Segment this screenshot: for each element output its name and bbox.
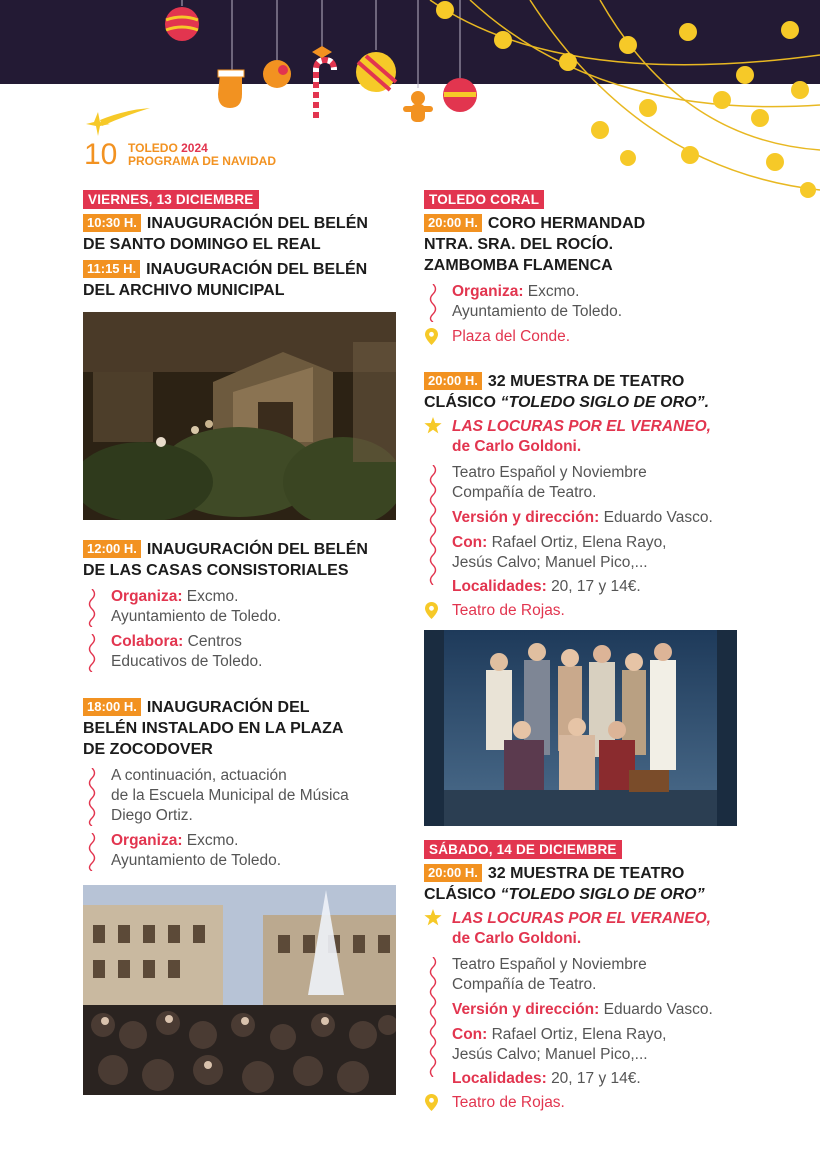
- event-time: 20:00 H.: [424, 214, 482, 232]
- venue-info: [424, 1093, 739, 1113]
- event-time: 11:15 H.: [83, 260, 140, 278]
- organizer-value-line: Ayuntamiento de Toledo.: [111, 608, 282, 625]
- company-line: Compañía de Teatro.: [452, 484, 597, 501]
- collaborator-value: Centros: [187, 633, 242, 650]
- location-pin-icon: [425, 1094, 438, 1111]
- collaborator-info: [83, 632, 398, 672]
- direction-value: Eduardo Vasco.: [603, 1001, 713, 1018]
- squiggle-icon: [428, 465, 438, 585]
- organizer-value: Excmo.: [527, 283, 580, 300]
- event-time: 12:00 H.: [83, 540, 141, 558]
- play-name: LAS LOCURAS POR EL VERANEO,: [452, 910, 711, 927]
- event-title-line: DE SANTO DOMINGO EL REAL: [83, 236, 321, 253]
- header-year: 2024: [181, 141, 208, 155]
- organizer-info: [424, 282, 739, 322]
- play-title: [424, 417, 739, 457]
- page-number: 10: [84, 138, 118, 171]
- section-heading: TOLEDO CORAL: [424, 190, 544, 209]
- event-time: 18:00 H.: [83, 698, 141, 716]
- event-title: CORO HERMANDAD: [487, 215, 646, 232]
- play-title: [424, 909, 739, 949]
- event-title: INAUGURACIÓN DEL BELÉN: [146, 261, 368, 278]
- event-title-line: CLÁSICO “TOLEDO SIGLO DE ORO”.: [424, 394, 710, 411]
- event-title: INAUGURACIÓN DEL BELÉN: [146, 541, 368, 558]
- cast-value: Rafael Ortiz, Elena Rayo,: [491, 534, 667, 551]
- shooting-star-icon: [84, 100, 164, 140]
- event-title-line: DE LAS CASAS CONSISTORIALES: [83, 562, 349, 579]
- play-name: LAS LOCURAS POR EL VERANEO,: [452, 418, 711, 435]
- description-line: de la Escuela Municipal de Música: [111, 787, 349, 804]
- event-archivo-municipal: [83, 259, 398, 301]
- tickets-label: Localidades:: [452, 1070, 547, 1087]
- event-coro-hermandad: [424, 213, 739, 347]
- tickets-value: 20, 17 y 14€.: [551, 578, 641, 595]
- event-casas-consistoriales: [83, 539, 398, 672]
- organizer-label: Organiza:: [111, 588, 183, 605]
- star-icon: [424, 417, 442, 434]
- header-subtitle: PROGRAMA DE NAVIDAD: [128, 154, 277, 168]
- squiggle-icon: [87, 634, 97, 672]
- squiggle-icon: [428, 957, 438, 1077]
- event-time: 20:00 H.: [424, 372, 482, 390]
- date-heading: VIERNES, 13 DICIEMBRE: [83, 190, 259, 209]
- organizer-value: Excmo.: [186, 588, 239, 605]
- header-title: TOLEDO 2024: [128, 141, 208, 155]
- location-pin-icon: [425, 602, 438, 619]
- squiggle-icon: [428, 284, 438, 322]
- event-time: 20:00 H.: [424, 864, 482, 882]
- event-title-line: CLÁSICO “TOLEDO SIGLO DE ORO”: [424, 886, 705, 903]
- venue-name: Teatro de Rojas.: [452, 1094, 565, 1111]
- nativity-scene-photo: [83, 312, 396, 520]
- venue-name: Plaza del Conde.: [452, 328, 571, 345]
- event-description: [83, 766, 398, 826]
- organizer-value-line: Ayuntamiento de Toledo.: [452, 303, 623, 320]
- organizer-info: [83, 831, 398, 871]
- event-title: INAUGURACIÓN DEL: [146, 699, 310, 716]
- production-details: [424, 463, 739, 597]
- star-icon: [424, 909, 442, 926]
- production-details: [424, 955, 739, 1089]
- cast-label: Con:: [452, 534, 488, 551]
- tickets-value: 20, 17 y 14€.: [551, 1070, 641, 1087]
- description-line: Diego Ortiz.: [111, 807, 193, 824]
- zocodover-plaza-photo: [83, 885, 396, 1095]
- collaborator-value-line: Educativos de Toledo.: [111, 653, 263, 670]
- location-pin-icon: [425, 328, 438, 345]
- event-title-line: DE ZOCODOVER: [83, 741, 213, 758]
- event-zocodover: [83, 697, 398, 871]
- organizer-label: Organiza:: [111, 832, 183, 849]
- organizer-info: [83, 587, 398, 627]
- event-title-line: DEL ARCHIVO MUNICIPAL: [83, 282, 285, 299]
- company-line: Teatro Español y Noviembre: [452, 464, 647, 481]
- theatre-cast-photo: [424, 630, 737, 826]
- event-title-line: ZAMBOMBA FLAMENCA: [424, 257, 613, 274]
- festival-name: “TOLEDO SIGLO DE ORO”: [500, 886, 705, 903]
- direction-label: Versión y dirección:: [452, 1001, 600, 1018]
- event-title: 32 MUESTRA DE TEATRO: [487, 373, 685, 390]
- direction-value: Eduardo Vasco.: [603, 509, 713, 526]
- squiggle-icon: [87, 768, 97, 826]
- venue-info: [424, 601, 739, 621]
- squiggle-icon: [87, 833, 97, 871]
- venue-name: Teatro de Rojas.: [452, 602, 565, 619]
- collaborator-label: Colabora:: [111, 633, 184, 650]
- event-title: 32 MUESTRA DE TEATRO: [487, 865, 685, 882]
- cast-value-line: Jesús Calvo; Manuel Pico,...: [452, 554, 648, 571]
- event-title-line: NTRA. SRA. DEL ROCÍO.: [424, 236, 614, 253]
- venue-info: [424, 327, 739, 347]
- date-heading: SÁBADO, 14 DE DICIEMBRE: [424, 840, 622, 859]
- event-time: 10:30 H.: [83, 214, 141, 232]
- direction-label: Versión y dirección:: [452, 509, 600, 526]
- event-santo-domingo: [83, 213, 398, 255]
- organizer-value-line: Ayuntamiento de Toledo.: [111, 852, 282, 869]
- squiggle-icon: [87, 589, 97, 627]
- description-line: A continuación, actuación: [111, 767, 287, 784]
- cast-value-line: Jesús Calvo; Manuel Pico,...: [452, 1046, 648, 1063]
- tickets-label: Localidades:: [452, 578, 547, 595]
- organizer-value: Excmo.: [186, 832, 239, 849]
- play-author: de Carlo Goldoni.: [452, 438, 582, 455]
- company-line: Compañía de Teatro.: [452, 976, 597, 993]
- festival-name: “TOLEDO SIGLO DE ORO”.: [500, 394, 710, 411]
- cast-label: Con:: [452, 1026, 488, 1043]
- right-column: [424, 190, 739, 1113]
- event-teatro-viernes: [424, 371, 739, 621]
- event-title-line: BELÉN INSTALADO EN LA PLAZA: [83, 720, 344, 737]
- event-teatro-sabado: [424, 863, 739, 1113]
- organizer-label: Organiza:: [452, 283, 524, 300]
- cast-value: Rafael Ortiz, Elena Rayo,: [491, 1026, 667, 1043]
- left-column: [83, 190, 398, 1095]
- company-line: Teatro Español y Noviembre: [452, 956, 647, 973]
- event-title: INAUGURACIÓN DEL BELÉN: [146, 215, 368, 232]
- play-author: de Carlo Goldoni.: [452, 930, 582, 947]
